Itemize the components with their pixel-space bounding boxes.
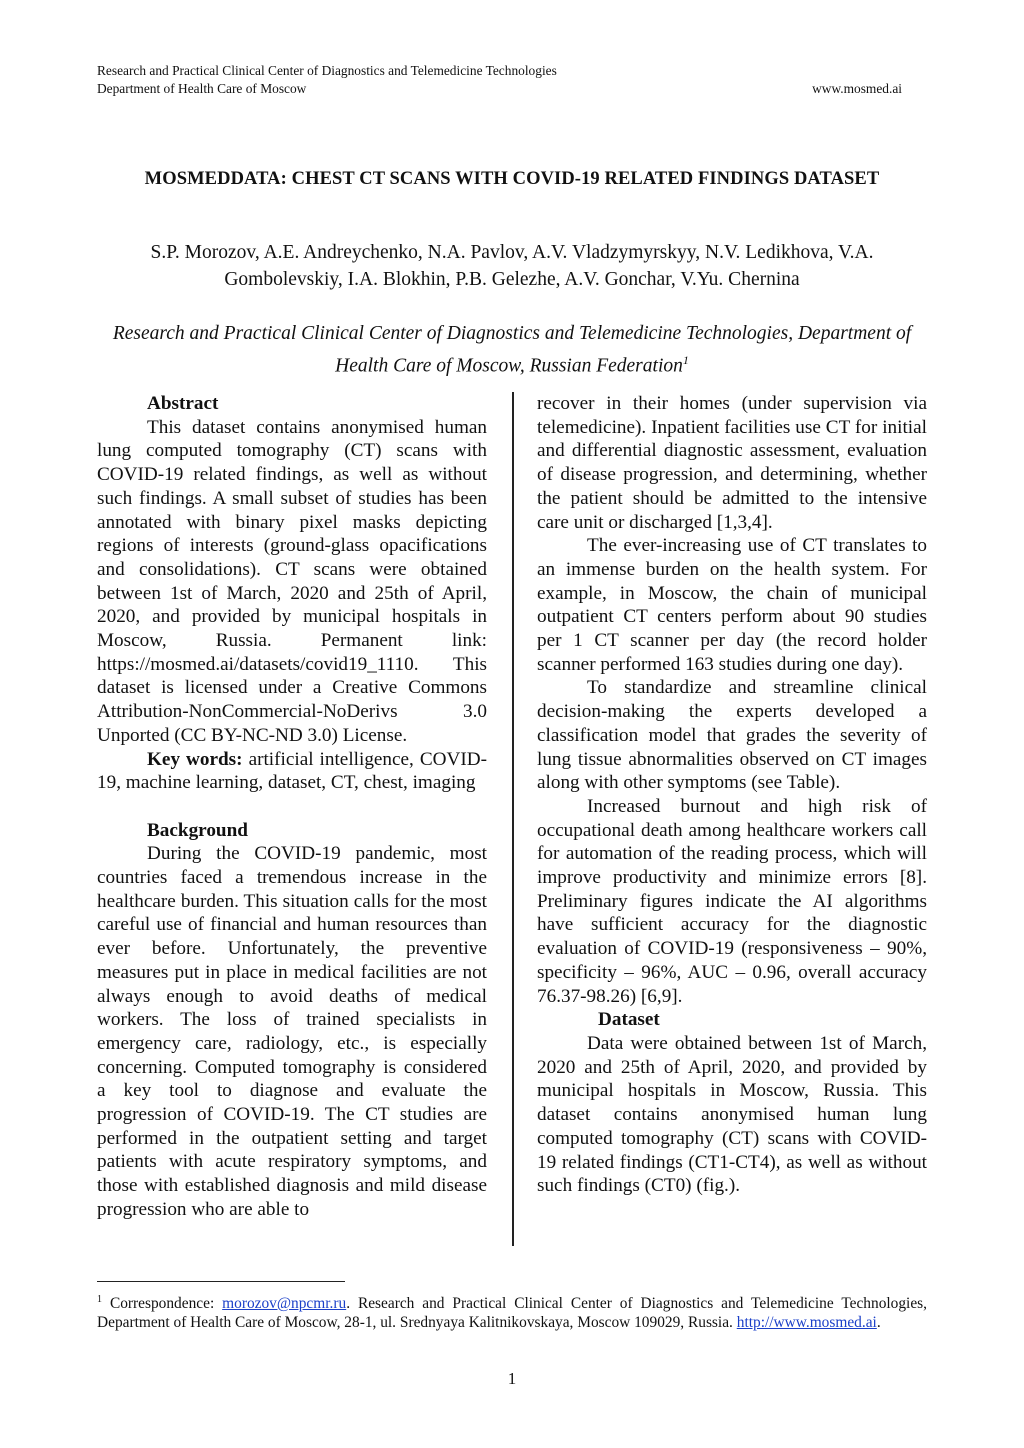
correspondence-email-link[interactable]: morozov@npcmr.ru — [222, 1295, 347, 1313]
background-paragraph-1: During the COVID-19 pandemic, most countries faced a tremendous increase in the healthcare burden. This situation calls for the most careful use of financial and human resources than ever before. Unfortunately, the preventive measures put in place in medical facilities are not always enough to avoid deaths of medical workers. The loss of trained specialists in emergency care, radiology, etc., is especially concerning. Computed tomography is considered a key tool to diagnose and evaluate the progression of COVID-19. The CT studies are performed in the outpatient setting and target patients with acute respiratory symptoms, and those with established diagnosis and mild disease progression who are able to — [97, 843, 487, 1220]
keywords-text: artificial intelligence, COVID-19, machine learning, dataset, CT, chest, imaging — [97, 748, 488, 794]
background-heading: Background — [147, 819, 248, 841]
left-column — [97, 392, 487, 1222]
affiliation-footnote-mark: 1 — [682, 353, 689, 367]
footnote-prefix: Correspondence: — [109, 1295, 215, 1313]
dataset-paragraph-1: Data were obtained between 1st of March, 2020 and 25th of April, 2020, and provided by municipal hospitals in Moscow, Russia. This dataset contains anonymised human lung computed tomography (CT) scans with COVID-19 related findings (CT1-CT4), as well as without such findings (CT0) (fig.). — [537, 1032, 927, 1197]
keywords — [97, 748, 487, 795]
affiliation — [97, 320, 927, 380]
page-number: 1 — [507, 1369, 517, 1388]
website-link[interactable]: http://www.mosmed.ai — [736, 1314, 877, 1332]
footnote-text: . Research and Practical Clinical Center of Diagnostics and Telemedicine Technologies, Department of Health Care of Moscow, 28-1, ul. Srednyaya Kalitnikovskaya, Moscow 109029, Russia. — [97, 1295, 928, 1332]
keywords-label: Key words: — [147, 748, 243, 770]
author-line-2: Gombolevskiy, I.A. Blokhin, P.B. Gelezhe, A.V. Gonchar, V.Yu. Chernina — [224, 269, 800, 290]
author-line-1: S.P. Morozov, A.E. Andreychenko, N.A. Pavlov, A.V. Vladzymyrskyy, N.V. Ledikhova, V.A. — [150, 242, 874, 263]
footnote-end: . — [876, 1314, 881, 1332]
footnote-rule — [97, 1281, 345, 1282]
header-institution: Research and Practical Clinical Center of Diagnostics and Telemedicine Technologies — [97, 63, 557, 78]
right-column — [537, 392, 927, 1198]
header-department: Department of Health Care of Moscow — [97, 81, 307, 96]
author-list — [97, 239, 927, 293]
abstract-text: This dataset contains anonymised human lung computed tomography (CT) scans with COVID-19 related findings, as well as without such findings. A small subset of studies has been annotated with binary pixel masks depicting regions of interests (ground-glass opacifications and consolidations). CT scans were obtained between 1st of March, 2020 and 25th of April, 2020, and provided by municipal hospitals in Moscow, Russia. Permanent link: https://mosmed.ai/datasets/covid19_1110. This dataset is licensed under a Creative Commons Attribution-NonCommercial-NoDerivs 3.0 Unported (CC BY-NC-ND 3.0) License. — [97, 416, 487, 746]
abstract-heading: Abstract — [147, 393, 219, 414]
background-paragraph-3: To standardize and streamline clinical decision-making the experts developed a classification model that grades the severity of lung tissue abnormalities observed on CT images along with other symptoms (see Table). — [537, 677, 927, 794]
affiliation-text: Research and Practical Clinical Center of Diagnostics and Telemedicine Technologies, Department of Health Care of Moscow, Russian Federation — [112, 323, 912, 377]
paper-title: MOSMEDDATA: CHEST CT SCANS WITH COVID-19 RELATED FINDINGS DATASET — [144, 169, 880, 189]
dataset-heading: Dataset — [598, 1009, 660, 1031]
footnote-mark: 1 — [97, 1294, 102, 1305]
background-paragraph-1-continued: recover in their homes (under supervision via telemedicine). Inpatient facilities use CT for initial and differential diagnostic assessment, evaluation of disease progression, and determining, whether the patient should be admitted to the intensive care unit or discharged [1,3,4]. — [537, 393, 927, 533]
header-url: www.mosmed.ai — [812, 81, 902, 96]
column-divider — [512, 392, 514, 1246]
footnote — [97, 1290, 927, 1332]
background-paragraph-2: The ever-increasing use of CT translates to an immense burden on the health system. For example, in Moscow, the chain of municipal outpatient CT centers perform about 90 studies per 1 CT scanner per day (the record holder scanner performed 163 studies during one day). — [537, 535, 927, 675]
background-paragraph-4: Increased burnout and high risk of occupational death among healthcare workers call for automation of the reading process, which will improve productivity and minimize errors [8]. Preliminary figures indicate the AI algorithms have sufficient accuracy for the diagnostic evaluation of COVID-19 (responsiveness – 90%, specificity – 96%, AUC – 0.96, overall accuracy 76.37-98.26) [6,9]. — [537, 795, 927, 1007]
